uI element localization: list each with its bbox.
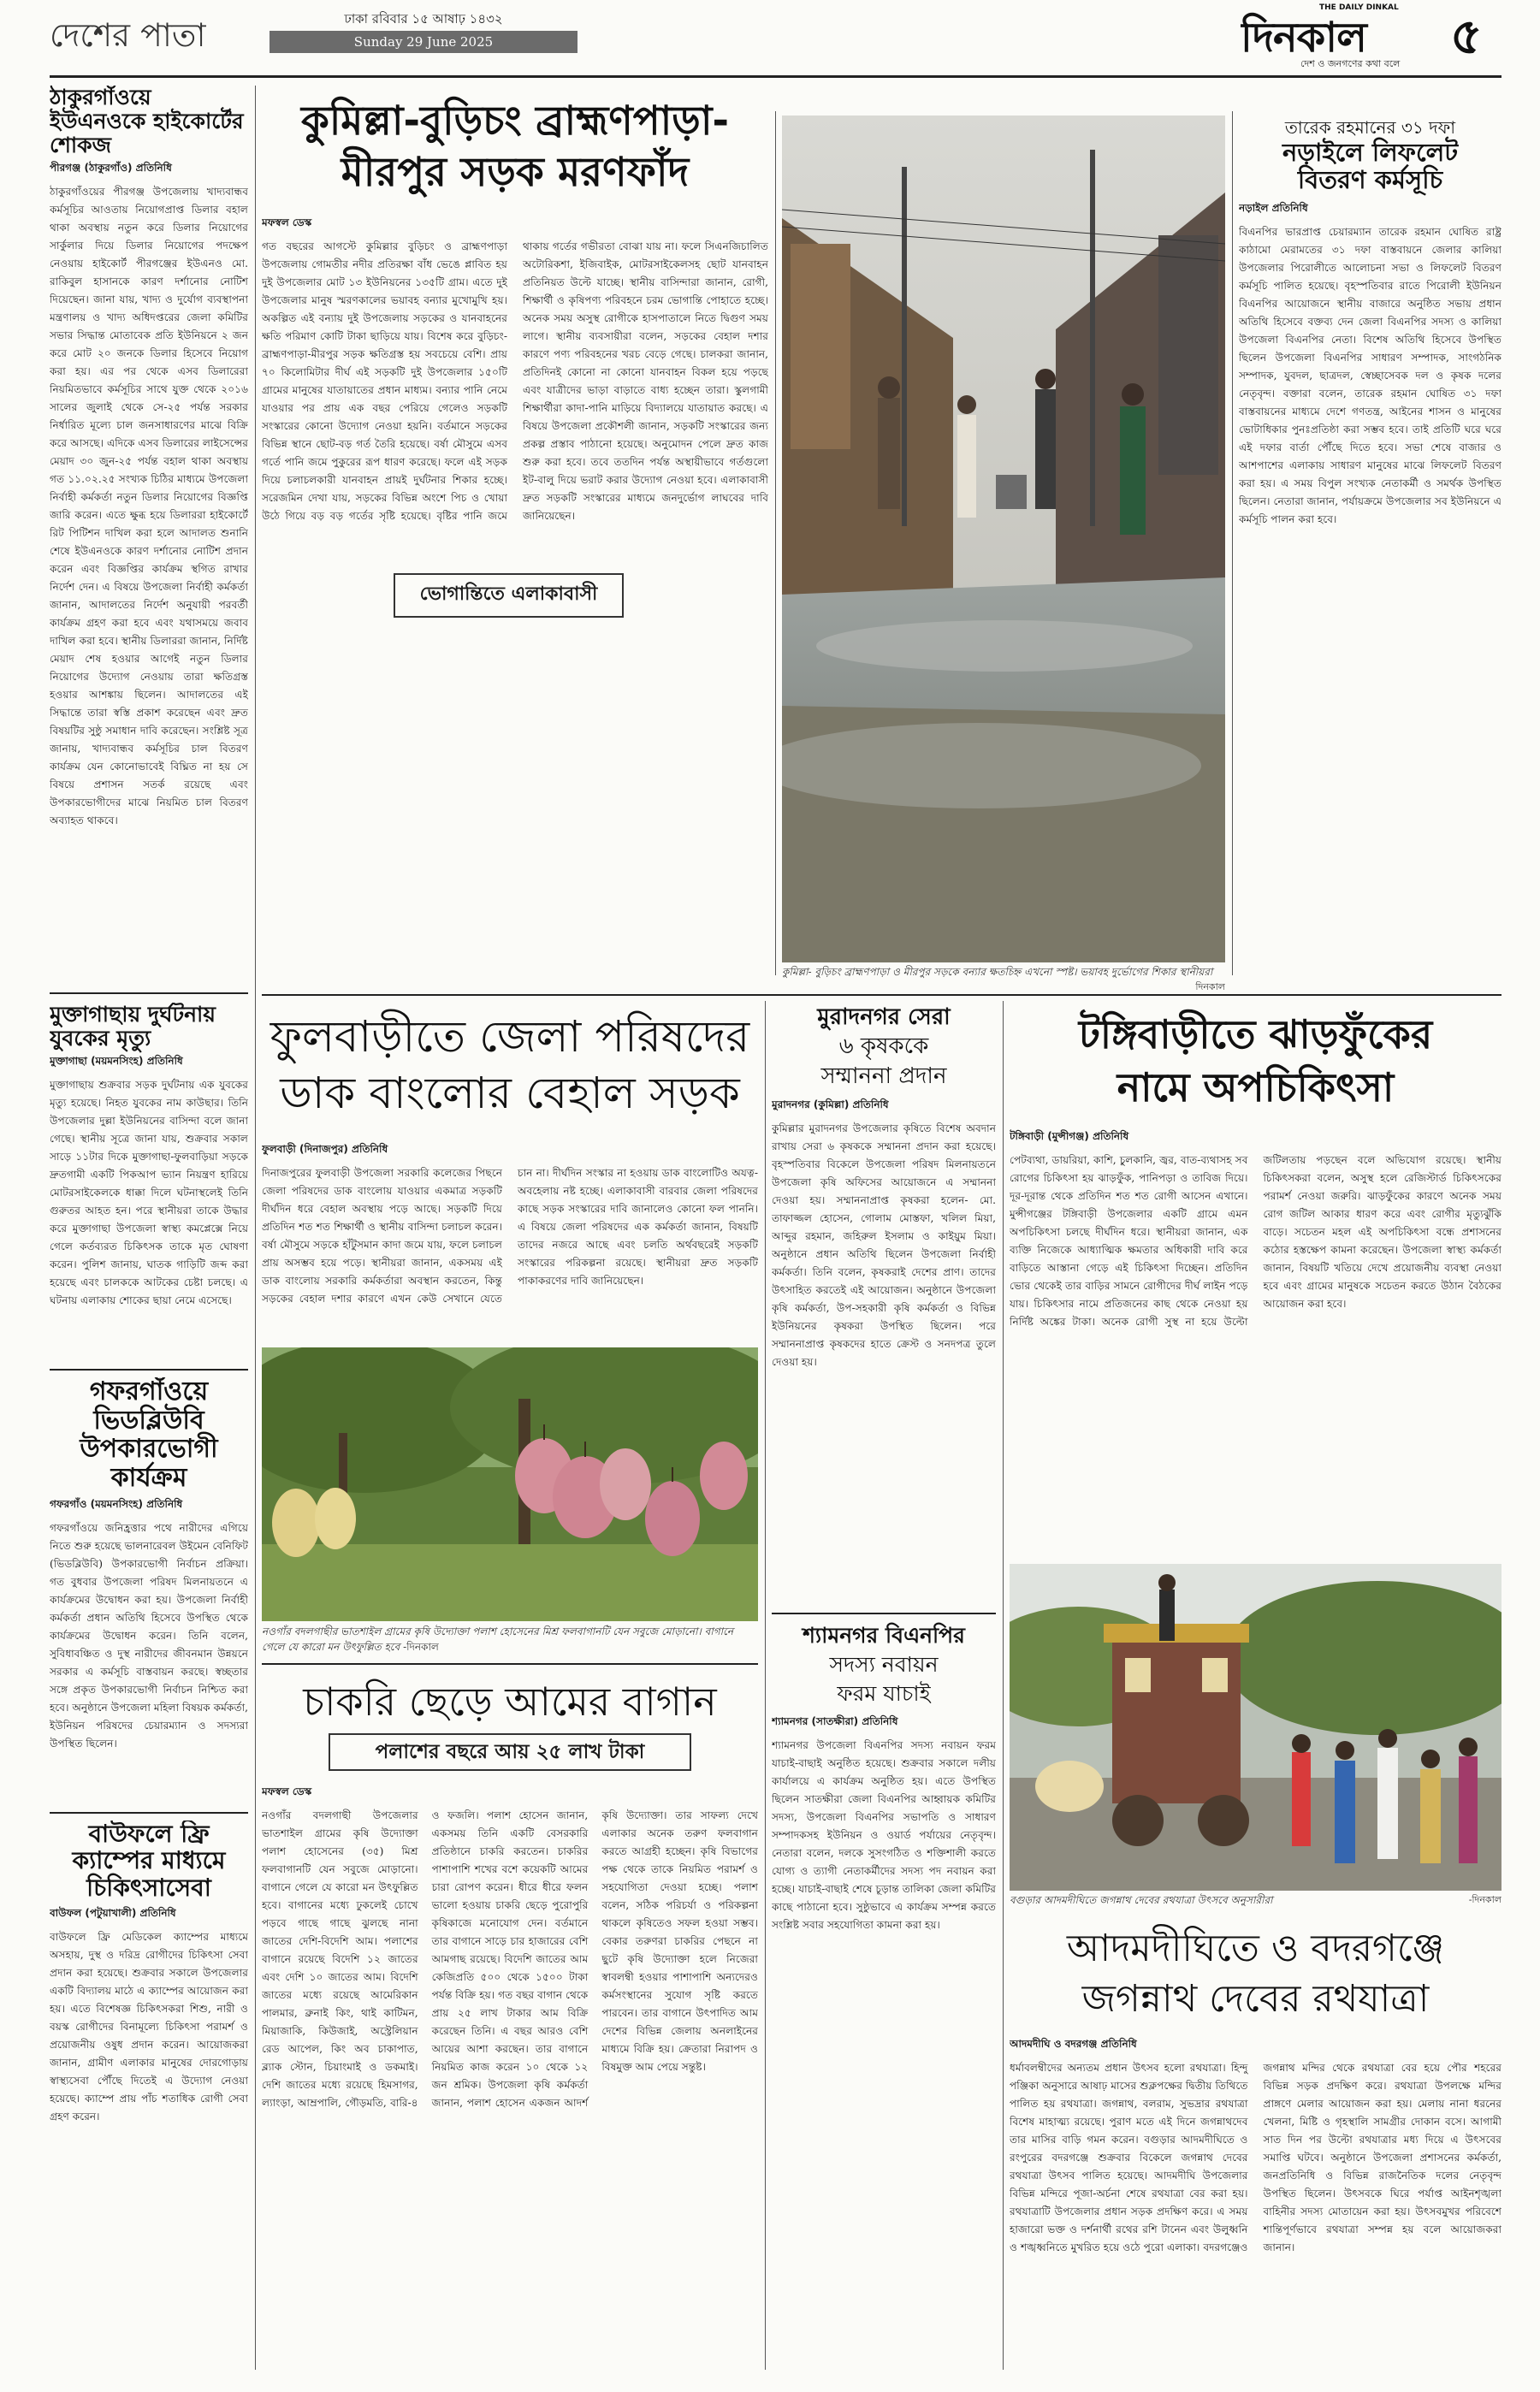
divider — [262, 994, 1502, 996]
byline-tangibari: টঙ্গিবাড়ী (মুন্সীগঞ্জ) প্রতিনিধি — [1010, 1130, 1129, 1143]
headline-fulbari-line1: ফুলবাড়ীতে জেলা পরিষদের — [270, 1012, 750, 1063]
photo-caption-mango — [262, 1624, 758, 1658]
story-muktagacha — [50, 1003, 248, 1362]
column-rule — [1232, 111, 1233, 975]
column-rule — [775, 111, 776, 975]
headline-fulbari-line2: ডাক বাংলোর বেহাল সড়ক — [280, 1069, 740, 1120]
story-muradnagar — [772, 1003, 996, 1602]
newspaper-logo — [1241, 0, 1446, 75]
story-naral — [1239, 115, 1502, 997]
story-tangibari — [1010, 1003, 1502, 1557]
photo-credit-rath: -দিনকাল — [1468, 1894, 1502, 1905]
story-thakurgaon — [50, 86, 248, 984]
logo-bangla: দিনকাল — [1241, 14, 1366, 62]
page-section-title: দেশের পাতা — [50, 16, 206, 54]
divider — [50, 1369, 248, 1371]
headline-muradnagar-line2: ৬ কৃষককে — [838, 1033, 929, 1060]
header-date-bangla: ঢাকা রবিবার ১৫ আষাঢ় ১৪৩২ — [344, 11, 503, 27]
body-comilla: গত বছরের আগস্টে কুমিল্লার বুড়িচং ও ব্রাহ্মণপাড়া উপজেলায় গোমতীর নদীর প্রতিরক্ষা বাঁধ ভেঙে প্লাবিত হয় দুই উপজেলার মোট ১৩ ইউনিয়নের ১৩৫টি গ্রাম। এতে দুই উপজেলার মানুষ স্মরণকালের ভয়াবহ বন্যার মুখোমুখি হয়। অকল্পিত এই বন্যায় দুই উপজেলায় সড়কের ও যানবাহনের ক্ষতি পরিমাণ কোটি টাকা ছাড়িয়ে যায়। বিশেষ করে বুড়িচং-ব্রাহ্মণপাড়া-মীরপুর সড়ক ক্ষতিগ্রস্ত হয় সবচেয়ে বেশি। প্রায় ৭০ কিলোমিটার দীর্ঘ এই সড়কটি দুই উপজেলার ১৫০টি গ্রামের মানুষের যাতায়াতের প্রধান মাধ্যম। বন্যার পানি নেমে যাওয়ার পর প্রায় এক বছর পেরিয়ে গেলেও সড়কটি সংস্কারের কোনো উদ্যোগ নেওয়া হয়নি। বর্তমানে সড়কের বিভিন্ন স্থানে ছোট-বড় গর্ত তৈরি হয়েছে। বর্ষা মৌসুমে এসব গর্তে পানি জমে পুকুরের রূপ ধারণ করেছে। ফলে এই সড়ক দিয়ে চলাচলকারী যানবাহন প্রায়ই দুর্ঘটনার শিকার হচ্ছে। সরেজমিন দেখা যায়, সড়কের বিভিন্ন অংশে পিচ ও খোয়া উঠে গিয়ে বড় বড় গর্তের সৃষ্টি হয়েছে। বৃষ্টির পানি জমে থাকায় গর্তের গভীরতা বোঝা যায় না। ফলে সিএনজিচালিত অটোরিকশা, ইজিবাইক, মোটরসাইকেলসহ ছোট যানবাহন প্রতিনিয়ত উল্টে যাচ্ছে। স্থানীয় বাসিন্দারা জানান, রোগী, শিক্ষার্থী ও কৃষিপণ্য পরিবহনে চরম ভোগান্তি পোহাতে হচ্ছে। অনেক সময় অসুস্থ রোগীকে হাসপাতালে নিতে দ্বিগুণ সময় লাগে। স্থানীয় ব্যবসায়ীরা বলেন, সড়কের বেহাল দশার কারণে পণ্য পরিবহনের খরচ বেড়ে গেছে। চালকরা জানান, প্রতিদিনই কোনো না কোনো যানবাহন বিকল হয়ে পড়ছে এবং যাত্রীদের ভাড়া বাড়াতে বাধ্য হচ্ছেন তারা। স্কুলগামী শিক্ষার্থীরা কাদা-পানি মাড়িয়ে বিদ্যালয়ে যাতায়াত করছে। এ বিষয়ে উপজেলা প্রকৌশলী জানান, সড়কটি সংস্কারের জন্য প্রকল্প প্রস্তাব পাঠানো হয়েছে। অনুমোদন পেলে দ্রুত কাজ শুরু করা হবে। তবে ততদিন পর্যন্ত অস্থায়ীভাবে গর্তগুলো ইট-বালু দিয়ে ভরাট করার উদ্যোগ নেওয়া হবে। এলাকাবাসী দ্রুত সড়কটি সংস্কারের মাধ্যমে জনদুর্ভোগ লাঘবের দাবি জানিয়েছেন। — [262, 240, 768, 523]
column-rule — [765, 1001, 766, 2370]
headline-fulbari — [262, 1003, 758, 1142]
headline-muradnagar — [772, 1003, 996, 1091]
photo-rath-yatra — [1010, 1564, 1502, 1891]
rath-yatra-image — [1010, 1564, 1502, 1891]
story-comilla-text — [262, 86, 768, 975]
divider — [262, 1663, 758, 1665]
comilla-columns — [262, 238, 768, 525]
byline-gafargaon: গফরগাঁও (ময়মনসিংহ) প্রতিনিধি — [50, 1498, 183, 1511]
story-adamdighi — [1010, 1918, 1502, 2370]
story-baufal — [50, 1821, 248, 2368]
headline-thakurgaon: ঠাকুরগাঁওয়ে ইউএনওকে হাইকোর্টের শোকজ — [50, 86, 244, 157]
divider — [772, 1613, 996, 1614]
headline-muradnagar-line3: সম্মাননা প্রদান — [820, 1063, 947, 1089]
headline-comilla-line1: কুমিল্লা-বুড়িচং ব্রাহ্মণপাড়া- — [300, 98, 729, 145]
body-muradnagar: কুমিল্লার মুরাদনগর উপজেলার কৃষিতে বিশেষ অবদান রাখায় সেরা ৬ কৃষককে সম্মাননা প্রদান করা হয়েছে। বৃহস্পতিবার বিকেলে উপজেলা পরিষদ মিলনায়তনে উপজেলা কৃষি অফিসের আয়োজনে এ সম্মাননা দেওয়া হয়। সম্মাননাপ্রাপ্ত কৃষকরা হলেন- মো. তাফাজ্জল হোসেন, গোলাম মোস্তফা, খলিল মিয়া, আব্দুর রহমান, জহিরুল ইসলাম ও কাইয়ুম মিয়া। অনুষ্ঠানে প্রধান অতিথি ছিলেন উপজেলা নির্বাহী কর্মকর্তা। তিনি বলেন, কৃষকরাই দেশের প্রাণ। তাদের উৎসাহিত করতেই এই আয়োজন। অনুষ্ঠানে উপজেলা কৃষি কর্মকর্তা, উপ-সহকারী কৃষি কর্মকর্তা ও বিভিন্ন ইউনিয়নের কৃষকরা উপস্থিত ছিলেন। পরে সম্মাননাপ্রাপ্ত কৃষকদের হাতে ক্রেস্ট ও সনদপত্র তুলে দেওয়া হয়। — [772, 1122, 996, 1368]
body-adamdighi: ধর্মাবলম্বীদের অন্যতম প্রধান উৎসব হলো রথযাত্রা। হিন্দু পঞ্জিকা অনুসারে আষাঢ় মাসের শুক্লপক্ষের দ্বিতীয় তিথিতে পালিত হয় রথযাত্রা। জগন্নাথ, বলরাম, সুভদ্রার রথযাত্রা বিশেষ মাহাত্ম্য রয়েছে। পুরাণ মতে এই দিনে জগন্নাথদেব তার মাসির বাড়ি গমন করেন। বগুড়ার আদমদীঘিতে ও রংপুরের বদরগঞ্জে শুক্রবার বিকেলে জগন্নাথ দেবের রথযাত্রা উৎসব পালিত হয়েছে। আদমদীঘি উপজেলার বিভিন্ন মন্দিরে পূজা-অর্চনা শেষে রথযাত্রা বের করা হয়। রথযাত্রাটি উপজেলার প্রধান সড়ক প্রদক্ষিণ করে। এ সময় হাজারো ভক্ত ও দর্শনার্থী রথের রশি টানেন এবং উলুধ্বনি ও শঙ্খধ্বনিতে মুখরিত হয়ে ওঠে পুরো এলাকা। বদরগঞ্জেও জগন্নাথ মন্দির থেকে রথযাত্রা বের হয়ে পৌর শহরের বিভিন্ন সড়ক প্রদক্ষিণ করে। রথযাত্রা উপলক্ষে মন্দির প্রাঙ্গণে মেলার আয়োজন করা হয়। মেলায় নানা ধরনের খেলনা, মিষ্টি ও গৃহস্থালি সামগ্রীর দোকান বসে। আগামী সাত দিন পর উল্টো রথযাত্রার মধ্য দিয়ে এ উৎসবের সমাপ্তি ঘটবে। অনুষ্ঠানে উপজেলা প্রশাসনের কর্মকর্তা, জনপ্রতিনিধি ও বিভিন্ন রাজনৈতিক দলের নেতৃবৃন্দ উপস্থিত ছিলেন। উৎসবকে ঘিরে পর্যাপ্ত আইনশৃঙ্খলা বাহিনীর সদস্য মোতায়েন করা হয়। উৎসবমুখর পরিবেশে শান্তিপূর্ণভাবে রথযাত্রা সম্পন্ন হয় বলে আয়োজকরা জানান। — [1010, 2061, 1502, 2253]
headline-adamdighi-line1: আদমদীঘিতে ও বদরগঞ্জে — [1066, 1927, 1445, 1970]
headline-comilla — [262, 86, 768, 216]
mango-columns — [262, 1807, 758, 2112]
headline-mango: চাকরি ছেড়ে আমের বাগান — [303, 1679, 717, 1725]
body-shyamnagar: শ্যামনগর উপজেলা বিএনপির সদস্য নবায়ন ফরম যাচাই-বাছাই অনুষ্ঠিত হয়েছে। শুক্রবার সকালে দলীয় কার্যালয়ে এ কার্যক্রম অনুষ্ঠিত হয়। এতে উপস্থিত ছিলেন সাতক্ষীরা জেলা বিএনপির আহ্বায়ক কমিটির সদস্য, উপজেলা বিএনপির সভাপতি ও সাধারণ সম্পাদকসহ ইউনিয়ন ও ওয়ার্ড পর্যায়ের নেতৃবৃন্দ। নেতারা বলেন, দলকে সুসংগঠিত ও শক্তিশালী করতে যোগ্য ও ত্যাগী নেতাকর্মীদের সদস্য পদ নবায়ন করা হচ্ছে। যাচাই-বাছাই শেষে চূড়ান্ত তালিকা জেলা কমিটির কাছে পাঠানো হবে। সুষ্ঠুভাবে এ কার্যক্রম সম্পন্ন করতে সংশ্লিষ্ট সবার সহযোগিতা কামনা করা হয়। — [772, 1739, 996, 1932]
headline-shyamnagar-line1: শ্যামনগর বিএনপির — [803, 1623, 965, 1648]
flooded-road-image — [782, 115, 1225, 962]
story-gafargaon — [50, 1377, 248, 1805]
header-date-english: Sunday 29 June 2025 — [270, 31, 578, 53]
fulbari-columns — [262, 1164, 758, 1308]
photo-mango-orchard — [262, 1347, 758, 1621]
body-baufal: বাউফলে ফ্রি মেডিকেল ক্যাম্পের মাধ্যমে অসহায়, দুস্থ ও দরিদ্র রোগীদের চিকিৎসা সেবা প্রদান করা হয়েছে। শুক্রবার সকালে উপজেলার একটি বিদ্যালয় মাঠে এ ক্যাম্পের আয়োজন করা হয়। এতে বিশেষজ্ঞ চিকিৎসকরা শিশু, নারী ও বয়স্ক রোগীদের বিনামূল্যে চিকিৎসা পরামর্শ ও প্রয়োজনীয় ওষুধ প্রদান করেন। আয়োজকরা জানান, গ্রামীণ এলাকার মানুষের দোরগোড়ায় স্বাস্থ্যসেবা পৌঁছে দিতেই এ উদ্যোগ নেওয়া হয়েছে। ক্যাম্পে প্রায় পাঁচ শতাধিক রোগী সেবা গ্রহণ করেন। — [50, 1931, 248, 2123]
pullquote-comilla: ভোগান্তিতে এলাকাবাসী — [394, 573, 624, 618]
divider — [50, 1812, 248, 1814]
headline-tangibari-line1: টঙ্গিবাড়ীতে ঝাড়ফুঁকের — [1078, 1011, 1433, 1057]
story-mango — [262, 1668, 758, 2370]
byline-muradnagar: মুরাদনগর (কুমিল্লা) প্রতিনিধি — [772, 1098, 889, 1110]
headline-muradnagar-line1: মুরাদনগর সেরা — [817, 1004, 951, 1030]
caption-text-comilla: কুমিল্লা- বুড়িচং ব্রাহ্মণপাড়া ও মীরপুর সড়কে বন্যার ক্ষতচিহ্ন এখনো স্পষ্ট। ভয়াবহ দুর্ভোগের শিকার স্থানীয়রা — [782, 966, 1213, 978]
adamdighi-columns — [1010, 2059, 1502, 2257]
byline-adamdighi: আদমদীঘি ও বদরগঞ্জ প্রতিনিধি — [1010, 2037, 1137, 2050]
logo-tagline: দেশ ও জনগণের কথা বলে — [1300, 58, 1401, 69]
headline-tangibari-line2: নামে অপচিকিৎসা — [1116, 1064, 1395, 1111]
photo-caption-comilla — [782, 964, 1225, 995]
logo-english: THE DAILY DINKAL — [1319, 3, 1399, 12]
headline-comilla-line2: মীরপুর সড়ক মরণফাঁদ — [341, 149, 690, 197]
body-mango: নওগাঁর বদলগাছী উপজেলার ভাতশাইল গ্রামের কৃষি উদ্যোক্তা পলাশ হোসেনের (৩৫) মিশ্র ফলবাগানটি যেন সবুজে মোড়ানো। বাগানে গেলে যে কারো মন উৎফুল্লিত হবে। বাগানের মধ্যে ঢুকলেই চোখে পড়বে গাছে গাছে ঝুলছে নানা জাতের দেশি-বিদেশি আম। পলাশের বাগানে রয়েছে বিদেশি ১২ জাতের এবং দেশি ১০ জাতের আম। বিদেশি জাতের মধ্যে রয়েছে আমেরিকান পালমার, ব্রুনাই কিং, থাই কাটিমন, মিয়াজাকি, কিউজাই, অস্ট্রেলিয়ান রেড আপেল, কিং অব চাকাপাত, ব্ল্যাক স্টোন, চিয়াংমাই ও ডকমাই। দেশি জাতের মধ্যে রয়েছে হিমসাগর, ল্যাংড়া, আম্রপালি, গৌড়মতি, বারি-৪ ও ফজলি। পলাশ হোসেন জানান, একসময় তিনি একটি বেসরকারি প্রতিষ্ঠানে চাকরি করতেন। চাকরির পাশাপাশি শখের বশে কয়েকটি আমের চারা রোপণ করেন। ধীরে ধীরে ফলন ভালো হওয়ায় চাকরি ছেড়ে পুরোপুরি কৃষিকাজে মনোযোগ দেন। বর্তমানে তার বাগানে সাড়ে চার হাজারের বেশি আমগাছ রয়েছে। বিদেশি জাতের আম কেজিপ্রতি ৫০০ থেকে ১৫০০ টাকা পর্যন্ত বিক্রি হয়। গত বছর বাগান থেকে প্রায় ২৫ লাখ টাকার আম বিক্রি করেছেন তিনি। এ বছর আরও বেশি আয়ের আশা করছেন। তার বাগানে নিয়মিত কাজ করেন ১০ থেকে ১২ জন শ্রমিক। উপজেলা কৃষি কর্মকর্তা জানান, পলাশ হোসেন একজন আদর্শ কৃষি উদ্যোক্তা। তার সাফল্য দেখে এলাকার অনেক তরুণ ফলবাগান করতে আগ্রহী হচ্ছেন। কৃষি বিভাগের পক্ষ থেকে তাকে নিয়মিত পরামর্শ ও সহযোগিতা দেওয়া হচ্ছে। পলাশ বলেন, সঠিক পরিচর্যা ও পরিকল্পনা থাকলে কৃষিতেও সফল হওয়া সম্ভব। বেকার তরুণরা চাকরির পেছনে না ছুটে কৃষি উদ্যোক্তা হলে নিজেরা স্বাবলম্বী হওয়ার পাশাপাশি অন্যদেরও কর্মসংস্থানের সুযোগ সৃষ্টি করতে পারবেন। তার বাগানে উৎপাদিত আম দেশের বিভিন্ন জেলায় অনলাইনের মাধ্যমে বিক্রি হয়। ক্রেতারা নিরাপদ ও বিষমুক্ত আম পেয়ে সন্তুষ্ট। — [262, 1809, 758, 2109]
photo-credit-mango: -দিনকাল — [403, 1641, 439, 1653]
divider — [50, 992, 248, 994]
headline-shyamnagar-line2: সদস্য নবায়ন — [829, 1651, 939, 1677]
body-muktagacha: মুক্তাগাছায় শুক্রবার সড়ক দুর্ঘটনায় এক যুবকের মৃত্যু হয়েছে। নিহত যুবকের নাম কাউছার। তিনি উপজেলার দুল্লা ইউনিয়নের বাসিন্দা বলে জানা গেছে। স্থানীয় সূত্রে জানা যায়, শুক্রবার সকাল সাড়ে ১১টার দিকে মুক্তাগাছা-ফুলবাড়িয়া সড়কে দ্রুতগামী একটি পিকআপ ভ্যান নিয়ন্ত্রণ হারিয়ে মোটরসাইকেলকে ধাক্কা দিলে ঘটনাস্থলেই তিনি গুরুতর আহত হন। পরে স্থানীয়রা তাকে উদ্ধার করে মুক্তাগাছা উপজেলা স্বাস্থ্য কমপ্লেক্সে নিয়ে গেলে কর্তব্যরত চিকিৎসক তাকে মৃত ঘোষণা করেন। পুলিশ জানায়, ঘাতক গাড়িটি জব্দ করা হয়েছে এবং চালককে আটকের চেষ্টা চলছে। এ ঘটনায় এলাকায় শোকের ছায়া নেমে এসেছে। — [50, 1079, 248, 1306]
headline-naral-line1: তারেক রহমানের ৩১ দফা — [1284, 117, 1456, 138]
caption-text-rath: বগুড়ার আদমদীঘিতে জগন্নাথ দেবের রথযাত্রা উৎসবে অনুসারীরা — [1010, 1894, 1273, 1906]
byline-comilla: মফস্বল ডেস্ক — [262, 216, 312, 229]
column-rule — [1003, 1001, 1004, 2370]
headline-adamdighi-line2: জগন্নাথ দেবের রথযাত্রা — [1081, 1977, 1430, 2022]
story-fulbari — [262, 1003, 758, 1341]
headline-tangibari — [1010, 1003, 1502, 1129]
headline-naral — [1239, 115, 1502, 194]
photo-flooded-road — [782, 115, 1225, 962]
story-shyamnagar — [772, 1621, 996, 2370]
photo-caption-rath — [1010, 1892, 1502, 1913]
masthead-rule — [50, 75, 1502, 78]
headline-naral-line2: নড়াইলে লিফলেট — [1282, 137, 1459, 167]
photo-credit-comilla: দিনকাল — [1195, 981, 1225, 992]
body-tangibari: পেটব্যথা, ডায়রিয়া, কাশি, চুলকানি, জ্বর, বাত-ব্যথাসহ সব রোগের চিকিৎসা হয় ঝাড়ফুঁক, পানিপড়া ও তাবিজ দিয়ে। দূর-দূরান্ত থেকে প্রতিদিন শত শত রোগী আসেন এখানে। মুন্সীগঞ্জের টঙ্গিবাড়ী উপজেলার একটি গ্রামে এমন অপচিকিৎসা চলছে দীর্ঘদিন ধরে। স্থানীয়রা জানান, এক ব্যক্তি নিজেকে আধ্যাত্মিক ক্ষমতার অধিকারী দাবি করে বাড়িতে আস্তানা গেড়ে এই চিকিৎসা দিচ্ছেন। প্রতিদিন ভোর থেকেই তার বাড়ির সামনে রোগীদের দীর্ঘ লাইন পড়ে যায়। চিকিৎসার নামে প্রতিজনের কাছ থেকে নেওয়া হয় নির্দিষ্ট অঙ্কের টাকা। অনেক রোগী সুস্থ না হয়ে উল্টো জটিলতায় পড়ছেন বলে অভিযোগ রয়েছে। স্থানীয় চিকিৎসকরা বলেন, অসুস্থ হলে রেজিস্টার্ড চিকিৎসকের পরামর্শ নেওয়া জরুরি। ঝাড়ফুঁকের কারণে অনেক সময় রোগ জটিল আকার ধারণ করে এবং রোগীর মৃত্যুঝুঁকি বাড়ে। সচেতন মহল এই অপচিকিৎসা বন্ধে প্রশাসনের কঠোর হস্তক্ষেপ কামনা করেছেন। উপজেলা স্বাস্থ্য কর্মকর্তা জানান, বিষয়টি খতিয়ে দেখে প্রয়োজনীয় ব্যবস্থা নেওয়া হবে এবং গ্রামের মানুষকে সচেতন করতে উঠান বৈঠকের আয়োজন করা হবে। — [1010, 1154, 1502, 1329]
mango-orchard-image — [262, 1347, 758, 1621]
byline-naral: নড়াইল প্রতিনিধি — [1239, 201, 1308, 214]
headline-shyamnagar — [772, 1621, 996, 1708]
headline-gafargaon: গফরগাঁওয়ে ভিডব্লিউবি উপকারভোগী কার্যক্রম — [80, 1377, 218, 1493]
byline-thakurgaon: পীরগঞ্জ (ঠাকুরগাঁও) প্রতিনিধি — [50, 162, 172, 174]
subhead-mango: পলাশের বছরে আয় ২৫ লাখ টাকা — [329, 1733, 691, 1771]
body-naral: বিএনপির ভারপ্রাপ্ত চেয়ারম্যান তারেক রহমান ঘোষিত রাষ্ট্র কাঠামো মেরামতের ৩১ দফা বাস্তবায়নে জেলার কালিয়া উপজেলার পিরোলীতে আলোচনা সভা ও লিফলেট বিতরণ কর্মসূচি পালিত হয়েছে। বৃহস্পতিবার রাতে পিরোলী ইউনিয়ন বিএনপির আয়োজনে স্থানীয় বাজারে অনুষ্ঠিত সভায় প্রধান অতিথি হিসেবে বক্তব্য দেন জেলা বিএনপির সদস্য ও কালিয়া উপজেলা বিএনপির নেতা। বিশেষ অতিথি হিসেবে উপস্থিত ছিলেন উপজেলা বিএনপির সাধারণ সম্পাদক, সাংগঠনিক সম্পাদক, যুবদল, ছাত্রদল, স্বেচ্ছাসেবক দল ও কৃষক দলের নেতৃবৃন্দ। বক্তারা বলেন, তারেক রহমান ঘোষিত ৩১ দফা বাস্তবায়নের মাধ্যমে দেশে গণতন্ত্র, আইনের শাসন ও মানুষের ভোটাধিকার পুনঃপ্রতিষ্ঠা করা সম্ভব হবে। তাই প্রতিটি ঘরে ঘরে এই দফার বার্তা পৌঁছে দিতে হবে। সভা শেষে বাজার ও আশপাশের এলাকায় সাধারণ মানুষের মাঝে লিফলেট বিতরণ করা হয়। এ সময় বিপুল সংখ্যক নেতাকর্মী ও সমর্থক উপস্থিত ছিলেন। নেতারা জানান, পর্যায়ক্রমে উপজেলার সব ইউনিয়নে এ কর্মসূচি পালন করা হবে। — [1239, 225, 1502, 525]
byline-fulbari: ফুলবাড়ী (দিনাজপুর) প্রতিনিধি — [262, 1142, 388, 1155]
headline-baufal: বাউফলে ফ্রি ক্যাম্পের মাধ্যমে চিকিৎসাসেবা — [72, 1821, 226, 1902]
tangibari-columns — [1010, 1152, 1502, 1331]
headline-adamdighi — [1010, 1918, 1502, 2037]
body-gafargaon: গফরগাঁওয়ে জনিহ্রত্তার পথে নারীদের এগিয়ে নিতে শুরু হয়েছে ভালনারেবল উইমেন বেনিফিট (ভিডব্লিউবি) উপকারভোগী নির্বাচন প্রক্রিয়া। গত বুধবার উপজেলা পরিষদ মিলনায়তনে এ কার্যক্রমের উদ্বোধন করা হয়। উপজেলা নির্বাহী কর্মকর্তা প্রধান অতিথি হিসেবে উপস্থিত থেকে কার্যক্রমের উদ্বোধন করেন। তিনি বলেন, সুবিধাবঞ্চিত ও দুস্থ নারীদের জীবনমান উন্নয়নে সরকার এ কর্মসূচি বাস্তবায়ন করছে। স্বচ্ছতার সঙ্গে প্রকৃত উপকারভোগী নির্বাচন নিশ্চিত করা হবে। অনুষ্ঠানে উপজেলা মহিলা বিষয়ক কর্মকর্তা, ইউনিয়ন পরিষদের চেয়ারম্যান ও সদস্যরা উপস্থিত ছিলেন। — [50, 1522, 248, 1750]
headline-shyamnagar-line3: ফরম যাচাই — [837, 1680, 931, 1706]
headline-muktagacha: মুক্তাগাছায় দুর্ঘটনায় যুবকের মৃত্যু — [50, 1003, 216, 1051]
byline-muktagacha: মুক্তাগাছা (ময়মনসিংহ) প্রতিনিধি — [50, 1055, 183, 1067]
body-thakurgaon: ঠাকুরগাঁওয়ের পীরগঞ্জ উপজেলায় খাদ্যবান্ধব কর্মসূচির আওতায় নিয়োগপ্রাপ্ত ডিলার বহাল থাকা অবস্থায় নতুন করে ডিলার নিয়োগের সার্কুলার দিয়ে ডিলার নিয়োগের পদক্ষেপ নেওয়ায় হাইকোর্ট পীরগঞ্জের ইউএনও মো. রাকিবুল হাসানকে কারণ দর্শানোর নোটিশ দিয়েছেন। জানা যায়, খাদ্য ও দুর্যোগ ব্যবস্থাপনা মন্ত্রণালয় ও খাদ্য অধিদপ্তরের জেলা কমিটির সভার সিদ্ধান্ত মোতাবেক প্রতি ইউনিয়নে ২ জন করে মোট ২০ জনকে ডিলার হিসেবে নিয়োগ করা হয়। এর পর থেকে এসব ডিলারেরা নিয়মিতভাবে কর্মসূচির সাথে যুক্ত থেকে ২০১৬ সালের জুলাই থেকে সে-২৫ পর্যন্ত সরকার নির্ধারিত মূল্যে চাল জনসাধারণের মাঝে বিক্রি করে আসছে। এদিকে এসব ডিলারের লাইসেন্সের মেয়াদ ৩০ জুন-২৫ পর্যন্ত বহাল থাকা অবস্থায় গত ১১.০২.২৫ সংখ্যক চিঠির মাধ্যমে উপজেলা নির্বাহী কর্মকর্তা নতুন ডিলার নিয়োগের বিজ্ঞপ্তি জারি করেন। এতে ক্ষুব্ধ হয়ে ডিলাররা হাইকোর্টে রিট পিটিশন দাখিল করা হলে আদালত শুনানি শেষে ইউএনওকে কারণ দর্শানোর নোটিশ প্রদান করেন এবং বিজ্ঞপ্তির কার্যক্রম স্থগিত রাখার নির্দেশ দেন। এ বিষয়ে উপজেলা নির্বাহী কর্মকর্তা জানান, আদালতের নির্দেশ অনুযায়ী পরবর্তী কার্যক্রম গ্রহণ করা হবে এবং যথাসময়ে জবাব দাখিল করা হবে। স্থানীয় ডিলাররা জানান, নির্দিষ্ট মেয়াদ শেষ হওয়ার আগেই নতুন ডিলার নিয়োগের উদ্যোগ নেওয়ায় তারা ক্ষতিগ্রস্ত হওয়ার আশঙ্কায় ছিলেন। আদালতের এই সিদ্ধান্তে তারা স্বস্তি প্রকাশ করেছেন এবং দ্রুত বিষয়টির সুষ্ঠু সমাধান দাবি করেছেন। সংশ্লিষ্ট সূত্র জানায়, খাদ্যবান্ধব কর্মসূচির চাল বিতরণ কার্যক্রম যেন কোনোভাবেই বিঘ্নিত না হয় সে বিষয়ে প্রশাসন সতর্ক রয়েছে এবং উপকারভোগীদের মাঝে নিয়মিত চাল বিতরণ অব্যাহত থাকবে। — [50, 186, 248, 826]
byline-mango: মফস্বল ডেস্ক — [262, 1785, 312, 1797]
byline-shyamnagar: শ্যামনগর (সাতক্ষীরা) প্রতিনিধি — [772, 1715, 898, 1728]
page-number: ৫ — [1450, 7, 1483, 65]
byline-baufal: বাউফল (পটুয়াখালী) প্রতিনিধি — [50, 1907, 176, 1920]
column-rule — [255, 86, 256, 2370]
headline-naral-line3: বিতরণ কর্মসূচি — [1297, 165, 1443, 195]
body-fulbari: দিনাজপুরের ফুলবাড়ী উপজেলা সরকারি কলেজের পিছনে জেলা পরিষদের ডাক বাংলোয় যাওয়ার একমাত্র সড়কটি দীর্ঘদিন ধরে বেহাল অবস্থায় পড়ে আছে। সড়কটি দিয়ে প্রতিদিন শত শত শিক্ষার্থী ও স্থানীয় বাসিন্দা চলাচল করেন। বর্ষা মৌসুমে সড়কে হাঁটুসমান কাদা জমে যায়, ফলে চলাচল প্রায় অসম্ভব হয়ে পড়ে। স্থানীয়রা জানান, একসময় এই ডাক বাংলোয় সরকারি কর্মকর্তারা অবস্থান করতেন, কিন্তু সড়কের বেহাল দশার কারণে এখন কেউ সেখানে যেতে চান না। দীর্ঘদিন সংস্কার না হওয়ায় ডাক বাংলোটিও অযত্ন-অবহেলায় নষ্ট হচ্ছে। এলাকাবাসী বারবার জেলা পরিষদের কাছে সড়ক সংস্কারের দাবি জানালেও কোনো ফল পাননি। এ বিষয়ে জেলা পরিষদের এক কর্মকর্তা জানান, বিষয়টি তাদের নজরে আছে এবং চলতি অর্থবছরেই সড়কটি সংস্কারের পরিকল্পনা রয়েছে। স্থানীয়রা দ্রুত সড়কটি পাকাকরণের দাবি জানিয়েছেন। — [262, 1166, 758, 1305]
caption-text-mango: নওগাঁর বদলগাছীর ভাতশাইল গ্রামের কৃষি উদ্যোক্তা পলাশ হোসেনের মিশ্র ফলবাগানটি যেন সবুজে মোড়ানো। বাগানে গেলে যে কারো মন উৎফুল্লিত হবে — [262, 1625, 734, 1653]
